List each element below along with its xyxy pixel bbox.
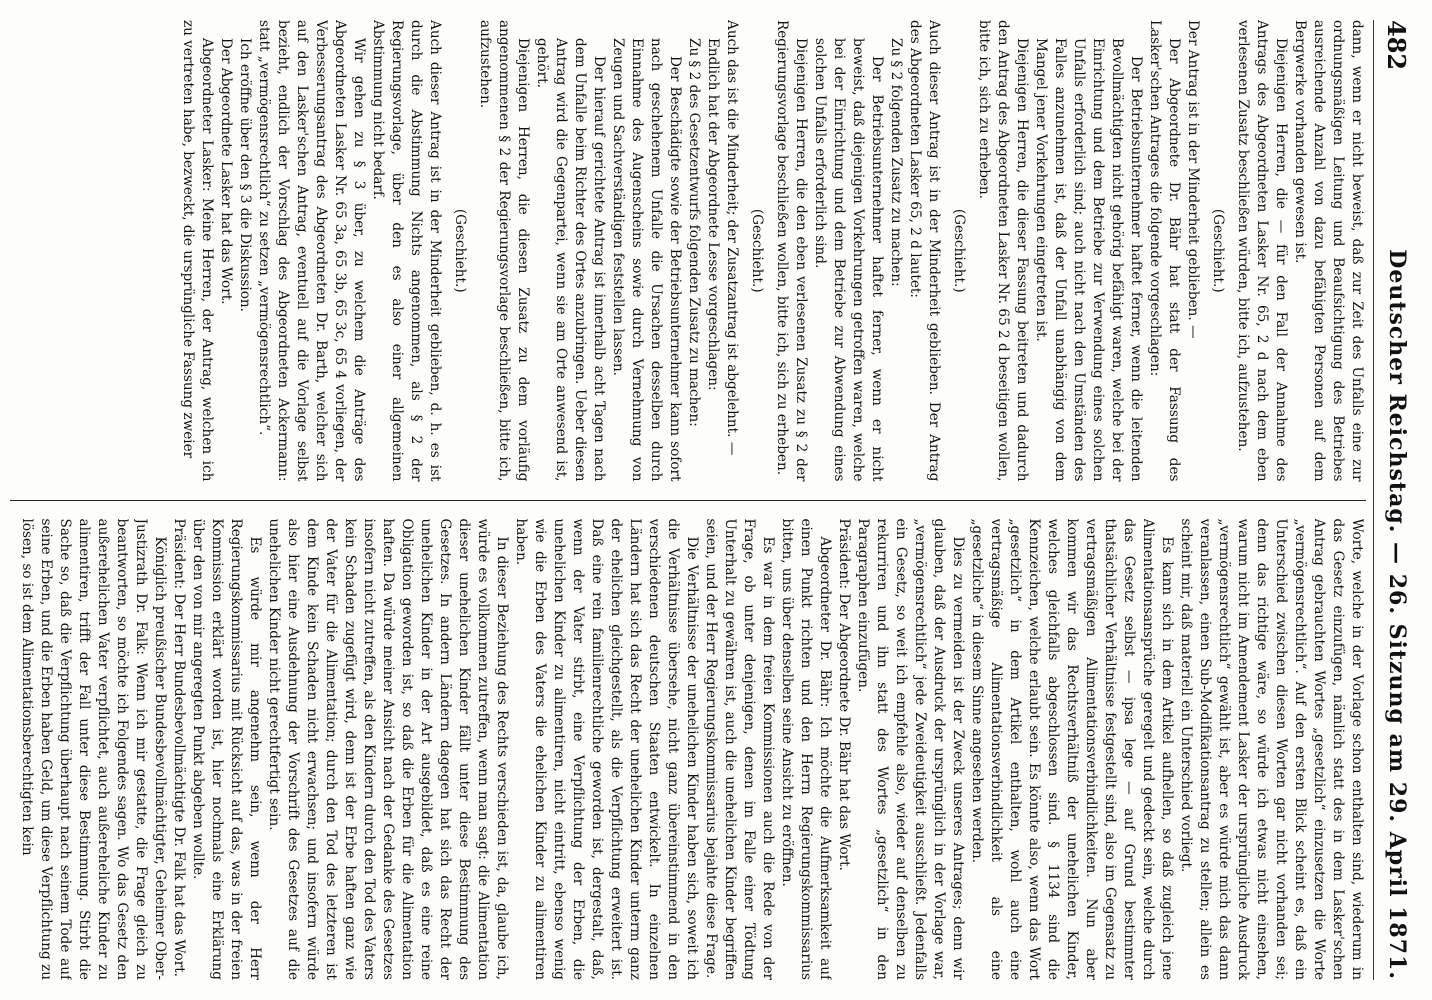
paragraph: Worte, welche in der Vorlage schon enthalten sind, wiederum in das Gesetz einzufügen, nämlich statt des in dem Lasker'schen Antrag gebrauchten Wortes „gesetzlich“ einzusetzen die Worte „vermögensrechtlich“. Auf den ersten Blick scheint es, daß ein Unterschied zwischen diesen Worten gar nicht vorhanden sei; denn das richtige wäre, so würde ich etwas nicht einsehen, warum nicht im Amendement Lasker der ursprüngliche Ausdruck „vermögensrechtlich“ gewählt ist, aber es würde mich das dann veranlassen, einen Sub-Modifikationsantrag zu stellen; allein es scheint mir, daß materiell ein Unterschied vorliegt. [1178, 518, 1365, 980]
paragraph: Wir gehen zu § 3 über, zu welchem die Anträge des Abgeordneten Lasker Nr. 65 3a, 65 3b, 65 3c, 65 4 vorliegen, der Verbesserungsantrag des Abgeordneten Dr. Barth, welcher sich auf den Lasker'schen Antrag, eventuell auf die Vorlage selbst bezieht, endlich der Vorschlag des Abgeordneten Ackermann: statt „vermögensrechtlich“ zu setzen „vermögensrechtlich“. [256, 20, 367, 482]
paragraph: Der Antrag ist in der Minderheit geblieben. — [1185, 20, 1201, 339]
paragraph: Der hierauf gerichtete Antrag ist innerhalb acht Tagen nach dem Unfalle beim Richter des Ortes anzubringen. Ueber diesen Antrag wird die Gegenpartei, wenn sie am Orte anwesend ist, gehört. [534, 38, 607, 482]
paragraph: Zu § 2 des Gesetzentwurfs folgenden Zusatz zu machen: [686, 38, 702, 427]
paragraph: Der Abgeordnete Lasker hat das Wort. [218, 38, 234, 305]
column-divider [10, 500, 1366, 501]
paragraph: dann, wenn er nicht beweist, daß zur Zeit des Unfalls eine zur ordnungsmäßigen Leitung und Beaufsichtigung des Betriebes ausreichende Anzahl von dazu befähigten Personen auf dem Bergwerke vorhanden gewesen ist. [1292, 20, 1365, 482]
paragraph: Die Verhältnisse der unehelichen Kinder haben sich, soweit ich die Verhältnisse übersehe, nicht ganz übereinstimmend in den verschiedenen deutschen Staaten entwickelt. In einzelnen Ländern hat sich das Recht der unehelichen Kinder unterm ganz der ehelichen gleichgestellt, als die Verpflichtung erweitert ist. Daß eine rein familienrechtliche geworden ist, dergestalt, daß, wenn der Vater stirbt, eine Verpflichtung der Erben, die unehelichen Kinder zu alimentiren, nicht eintritt, ebenso wenig wie die Erben des Vaters die ehelichen Kinder zu alimentiren haben. [513, 518, 700, 980]
paragraph: Es kann sich in dem Artikel aufhellen, so daß zugleich jene Alimentationsansprüche geregelt und gedeckt sein, welche durch das Gesetz selbst — ipsa lege — auf Grund bestimmter thatsächlicher Verhältnisse festgestellt sind, also im Gegensatz zu vertragsmäßigen Alimentationsverbindlichkeiten. Nun aber kommen wir das Rechtsverhältniß der unehelichen Kinder, welches gleichfalls abgeschlossen sind. § 1134 sind die Kennzeichen, welche erlaubt sein. Es könnte also, wenn das Wort „gesetzlich“ in dem Artikel enthalten, wohl auch eine vertragsmäßige Alimentationsverbindlichkeit als eine „gesetzliche“ in diesem Sinne angesehen werden. [969, 518, 1175, 980]
paragraph: Diejenigen Herren, die diesen Zusatz zu dem vorläufig angenommenen § 2 der Regierungsvorlage beschließen, bitte ich, aufzustehen. [477, 20, 531, 482]
paragraph: Der Betriebsunternehmer haftet ferner, wenn er nicht beweist, daß diejenigen Vorkehrungen getroffen waren, welche bei der Einrichtung und dem Betriebe zur Abwendung eines solchen Unfalls erforderlich sind. [812, 38, 885, 482]
paragraph: Auch das ist die Minderheit; der Zusatzantrag ist abgelehnt. — [724, 20, 740, 456]
paragraph: Zu § 2 folgenden Zusatz zu machen: [888, 38, 904, 287]
paragraph: Diejenigen Herren, die den eben verlesenen Zusatz zu § 2 der Regierungsvorlage beschließen wollen, bitte ich, sich zu erheben. [774, 20, 809, 482]
right-column [10, 519, 1366, 981]
paragraph: Der Betriebsunternehmer haftet ferner, wenn die leitenden Bevollmächtigten nicht gehörig befähigt waren, welche bei der Einrichtung und dem Betriebe zur Verwendung eines solchen Unfalls erforderlich sind; auch nicht nach den Umständen des Falles anzunehmen ist, daß der Unfall unabhängig von dem Mangel jener Vorkehrungen eingetreten ist. [1033, 38, 1144, 482]
paragraph: Dies zu vermeiden ist der Zweck unseres Antrages; denn wir glauben, daß der Ausdruck der ursprünglich in der Vorlage war, „vermögensrechtlich“ jede Zweideutigkeit ausschließt. Jedenfalls ein Gesetz, so weit ich empfehle also, wieder auf denselben zu rekurriren und ihn statt des Wortes „gesetzlich“ in den Paragraphen einzufügen. [855, 518, 966, 980]
paragraph: Endlich hat der Abgeordnete Lesse vorgeschlagen: [705, 38, 721, 391]
paragraph: Der Abgeordnete Dr. Bähr hat statt der Fassung des Lasker'schen Antrages die folgende vorgeschlagen: [1147, 20, 1182, 482]
paragraph: In dieser Beziehung des Rechts verschieden ist, da, glaube ich, würde es vollkommen zutreffen, wenn man sagt: die Alimentation dieser unehelichen Kinder fällt unter diese Bestimmung des Gesetzes. In andern Ländern dagegen hat sich das Recht der unehelichen Kinder in der Art ausgebildet, daß es eine reine Obligation geworden ist, so daß die Erben für die Alimentation haften. Da würde meiner Ansicht nach der Gedanke des Gesetzes insofern nicht zutreffen, als den Kindern durch den Tod des Vaters kein Schaden zugefügt wird, denn ist der Erbe haften ganz wie der Vater für die Alimentation; durch den Tod des letzteren ist dem Kinde kein Schaden nicht erwachsen; und insofern würde also hier eine Ausdehnung der Vorschrift des Gesetzes auf die unehelichen Kinder nicht gerechtfertigt sein. [266, 518, 510, 980]
paragraph: Abgeordneter Dr. Bähr: Ich möchte die Aufmerksamkeit auf einen Punkt richten und den Herrn Regierungskommissarius bitten, uns über denselben seine Ansicht zu eröffnen. [779, 518, 833, 980]
text-columns [10, 20, 1366, 980]
paragraph: Abgeordneter Lasker: Meine Herren, der Antrag, welchen ich zu vertreten habe, bezweckt, die ursprüngliche Fassung zweier [180, 20, 215, 482]
paragraph: Diejenigen Herren, die dieser Fassung beitreten und dadurch den Antrag des Abgeordneten Lasker Nr. 65 2 d beseitigen wollen, bitte ich, sich zu erheben. [976, 20, 1030, 482]
stage-direction: (Geschieht.) [1210, 208, 1226, 293]
paragraph: Präsident: Der Abgeordnete Dr. Bähr hat das Wort. [836, 518, 852, 871]
stage-direction: (Geschieht.) [452, 208, 468, 293]
paragraph: Der Beschädigte sowie der Betriebsunternehmer kann sofort nach geschehenem Unfalle die Ursachen desselben durch Einnahme des Augenscheins sowie durch Vernehmung von Zeugen und Sachverständigen feststellen lassen. [610, 38, 683, 482]
paragraph: Königlich preußischer Bundesbevollmächtigter, Geheimer Ober-Justizrath Dr. Falk: Wenn ich mir gestatte, die Frage gleich zu beantworten, so möchte ich Folgendes sagen. Wo das Gesetz den außerehelichen Vater verpflichtet, auch außereheliche Kinder zu alimentiren, trifft der Fall unter diese Bestimmung. Stirbt die Sache so, daß die Verpflichtung überhaupt nach seinem Tode auf seine Erben, und die Erben haben Geld, um diese Verpflichtung zu lösen, so ist dem Alimentationsberechtigten kein [19, 518, 168, 980]
page-title: Deutscher Reichstag. — 26. Sitzung am 29. April 1871. [1384, 249, 1410, 980]
paragraph: Auch dieser Antrag ist in der Minderheit geblieben, d. h. es ist durch die Abstimmung Nichts angenommen, als § 2 der Regierungsvorlage, über den es also einer allgemeinen Abstimmung nicht bedarf. [370, 20, 443, 482]
left-column [10, 20, 1366, 482]
page-number: 482 [1382, 20, 1412, 71]
stage-direction: (Geschieht.) [749, 208, 765, 293]
paragraph: Ich eröffne über den § 3 die Diskussion. [237, 38, 253, 312]
page-header [1373, 20, 1420, 980]
paragraph: Auch dieser Antrag ist in der Minderheit geblieben. Der Antrag des Abgeordneten Lasker 65, 2 d lautet: [907, 20, 942, 482]
paragraph: Es war in dem freien Kommissionen auch die Rede von der Frage, ob unter denjenigen, denen im Falle einer Tödtung Unterhalt zu gewähren ist, auch die unehelichen Kinder begriffen seien, und der Herr Regierungskommissarius bejahte diese Frage. [703, 518, 776, 980]
stage-direction: (Geschieht.) [951, 208, 967, 293]
paragraph: Diejenigen Herren, die — für den Fall der Annahme des Antrags des Abgeordneten Lasker Nr. 65, 2 d nach dem eben verlesenen Zusatz beschließen würden, bitte ich, aufzustehen. [1235, 20, 1289, 482]
paragraph: Es würde mir angenehm sein, wenn der Herr Regierungskommissarius mit Rücksicht auf das, was in der freien Kommission erklärt worden ist, hier nochmals eine Erklärung über den von mir angeregten Punkt abgeben wollte. [190, 518, 263, 980]
paragraph: Präsident: Der Herr Bundesbevollmächtigte Dr. Falk hat das Wort. [171, 518, 187, 977]
